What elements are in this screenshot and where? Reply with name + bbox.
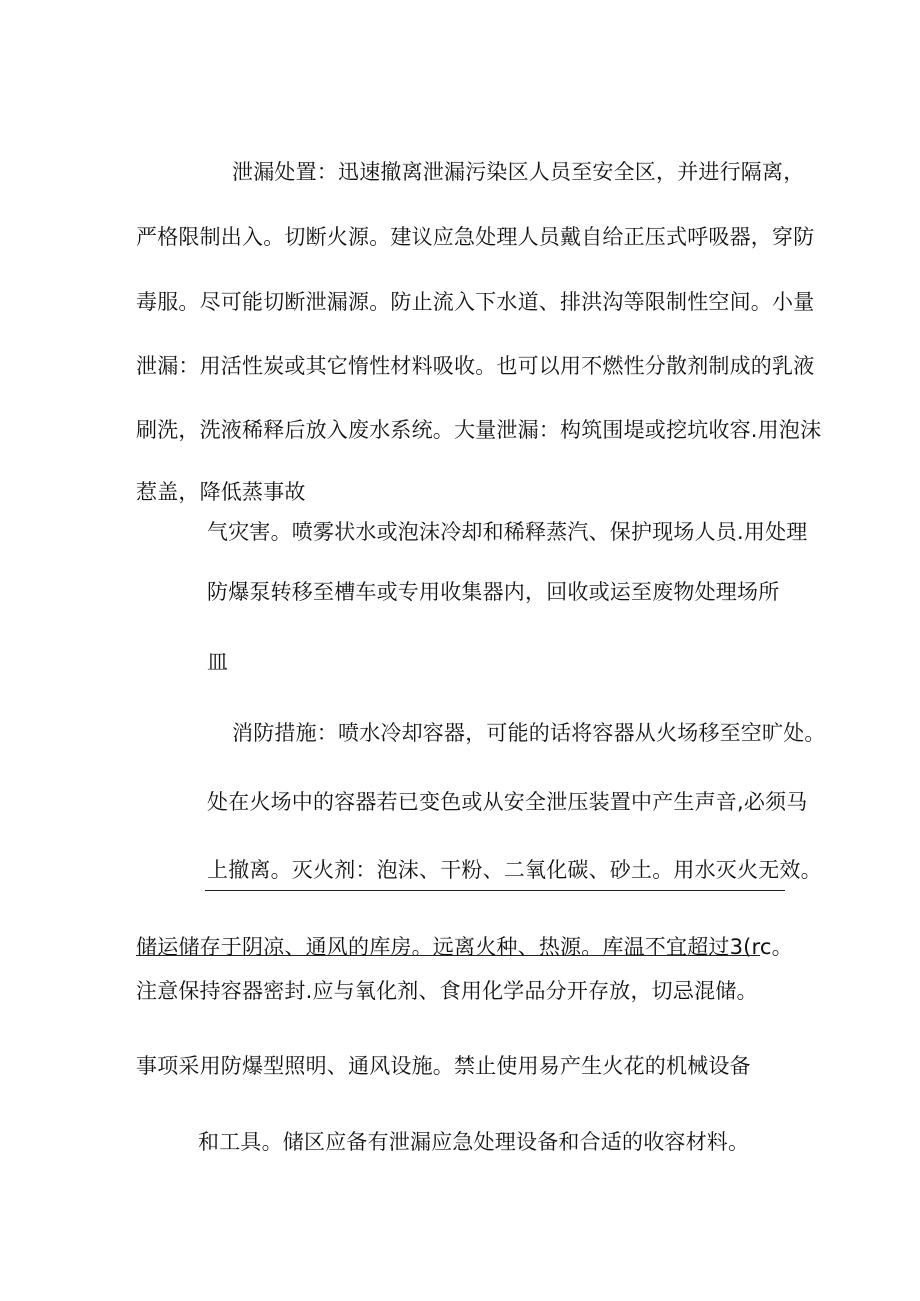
fire-line-2: 处在火场中的容器若已变色或从安全泄压装置中产生声音,必须马 xyxy=(207,790,808,814)
leak-line-7: 气灾害。喷雾状水或泡沫冷却和稀释蒸汽、保护现场人员.用处理 xyxy=(207,520,808,544)
storage-line-4: 和工具。储区应备有泄漏应急处理设备和合适的收容材料。 xyxy=(198,1130,750,1154)
storage-line-3: 事项采用防爆型照明、通风设施。禁止使用易产生火花的机械设备 xyxy=(136,1054,751,1078)
leak-line-9: 皿 xyxy=(207,650,229,674)
leak-line-5: 刷洗，洗液稀释后放入废水系统。大量泄漏：构筑围堤或挖坑收容.用泡沫 xyxy=(136,418,822,442)
leak-line-2: 严格限制出入。切断火源。建议应急处理人员戴自给正压式呼吸器，穿防 xyxy=(136,225,815,249)
storage-underline xyxy=(136,955,760,956)
section-divider xyxy=(205,890,785,891)
leak-line-3: 毒服。尽可能切断泄漏源。防止流入下水道、排洪沟等限制性空间。小量 xyxy=(136,290,815,314)
storage-line-1: 储运储存于阴凉、通风的库房。远离火种、热源。库温不宜超过3(rc。 xyxy=(136,935,793,959)
fire-line-3: 上撤离。灭火剂：泡沫、干粉、二氧化碳、砂土。用水灭火无效。 xyxy=(207,858,822,882)
leak-line-4: 泄漏：用活性炭或其它惰性材料吸收。也可以用不燃性分散剂制成的乳液 xyxy=(136,354,815,378)
storage-line-2: 注意保持容器密封.应与氧化剂、食用化学品分开存放，切忌混储。 xyxy=(136,979,758,1003)
fire-line-1: 消防措施：喷水冷却容器，可能的话将容器从火场移至空旷处。 xyxy=(232,721,826,745)
leak-line-8: 防爆泵转移至槽车或专用收集器内，回收或运至废物处理场所 xyxy=(207,580,780,604)
leak-line-1: 泄漏处置：迅速撤离泄漏污染区人员至安全区，并进行隔离， xyxy=(232,160,805,184)
leak-line-6: 惹盖，降低蒸事故 xyxy=(136,480,306,504)
